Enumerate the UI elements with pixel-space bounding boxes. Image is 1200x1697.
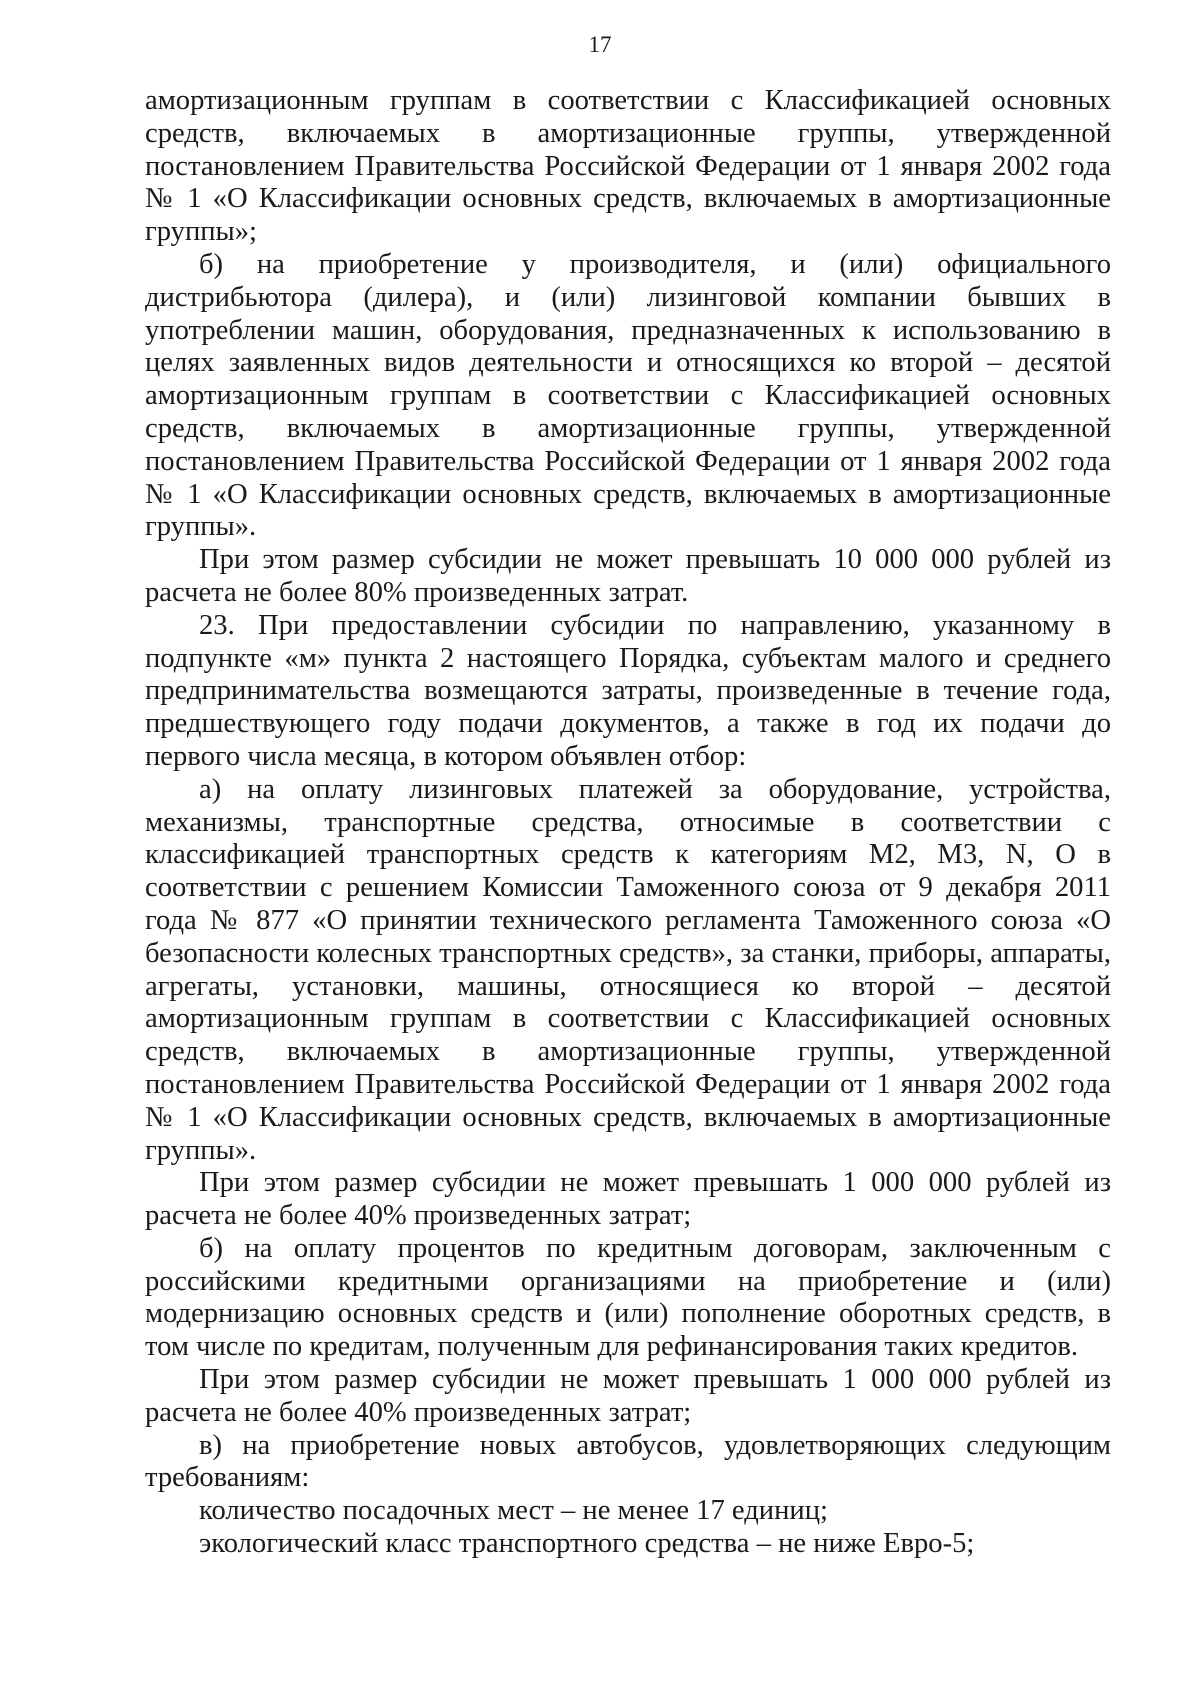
paragraph-seats-requirement: количество посадочных мест – не менее 17 единиц; xyxy=(199,1495,828,1527)
paragraph-eco-class-requirement: экологический класс транспортного средства – не ниже Евро-5; xyxy=(199,1528,975,1560)
paragraph-subsidy-limit-1m-loans: При этом размер субсидии не может превышать 1 000 000 рублей из расчета не более 40% произведенных затрат; xyxy=(145,1364,1111,1428)
paragraph-depreciation-groups-continued: амортизационным группам в соответствии с Классификацией основных средств, включаемых в амортизационные группы, утвержденной постановлением Правительства Российской Федерации от 1 января 2002 года № 1 «О Классификации основных средств, включаемых в амортизационные группы»; xyxy=(145,85,1111,248)
paragraph-item-v-new-buses: в) на приобретение новых автобусов, удовлетворяющих следующим требованиям: xyxy=(145,1429,1111,1494)
page-number: 17 xyxy=(588,32,612,57)
document-body xyxy=(145,85,1111,1561)
paragraph-section-23: 23. При предоставлении субсидии по направлению, указанному в подпункте «м» пункта 2 настоящего Порядка, субъектам малого и среднего предпринимательства возмещаются затраты, произведенные в течение года, предшествующего году подачи документов, а также в год их подачи до первого числа месяца, в котором объявлен отбор: xyxy=(145,609,1111,772)
paragraph-item-a-leasing-payments: а) на оплату лизинговых платежей за оборудование, устройства, механизмы, транспортные средства, относимые в соответствии с классификацией транспортных средств к категориям М2, М3, N, O в соответствии с решением Комиссии Таможенного союза от 9 декабря 2011 года № 877 «О принятии технического регламента Таможенного союза «О безопасности колесных транспортных средств», за станки, приборы, аппараты, агрегаты, установки, машины, относящиеся ко второй – десятой амортизационным группам в соответствии с Классификацией основных средств, включаемых в амортизационные группы, утвержденной постановлением Правительства Российской Федерации от 1 января 2002 года № 1 «О Классификации основных средств, включаемых в амортизационные группы». xyxy=(145,773,1111,1166)
paragraph-subsidy-limit-10m: При этом размер субсидии не может превышать 10 000 000 рублей из расчета не более 80% произведенных затрат. xyxy=(145,544,1111,608)
paragraph-subsidy-limit-1m-leasing: При этом размер субсидии не может превышать 1 000 000 рублей из расчета не более 40% произведенных затрат; xyxy=(145,1167,1111,1232)
paragraph-item-b-loan-interest: б) на оплату процентов по кредитным договорам, заключенным с российскими кредитными организациями на приобретение и (или) модернизацию основных средств и (или) пополнение оборотных средств, в том числе по кредитам, полученным для рефинансирования таких кредитов. xyxy=(145,1232,1111,1363)
paragraph-item-b-used-machinery: б) на приобретение у производителя, и (или) официального дистрибьютора (дилера), и (или) лизинговой компании бывших в употреблении машин, оборудования, предназначенных к использованию в целях заявленных видов деятельности и относящихся ко второй – десятой амортизационным группам в соответствии с Классификацией основных средств, включаемых в амортизационные группы, утвержденной постановлением Правительства Российской Федерации от 1 января 2002 года № 1 «О Классификации основных средств, включаемых в амортизационные группы». xyxy=(145,248,1111,543)
